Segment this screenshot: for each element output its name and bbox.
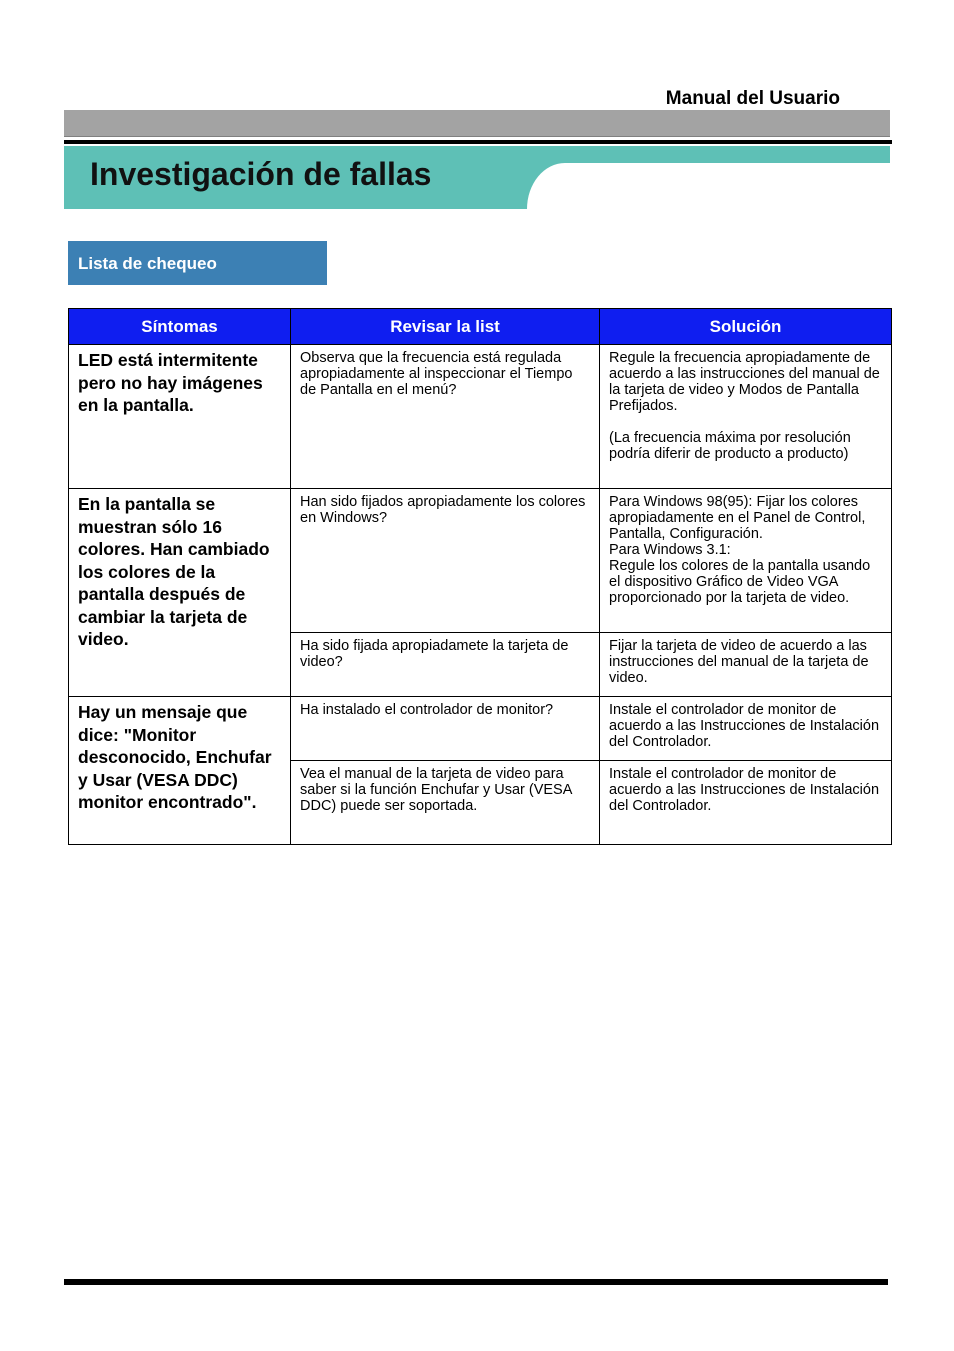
check-cell: Ha sido fijada apropiadamete la tarjeta de video? <box>291 633 600 697</box>
solution-cell <box>600 761 892 845</box>
table-row <box>69 489 892 633</box>
check-cell: Observa que la frecuencia está regulada apropiadamente al inspeccionar el Tiempo de Pantalla en el menú? <box>291 345 600 489</box>
page-title: Investigación de fallas <box>90 156 432 192</box>
column-header-solution: Solución <box>600 309 892 345</box>
section-tab: Lista de chequeo <box>68 241 327 285</box>
symptom-cell: En la pantalla se muestran sólo 16 colores. Han cambiado los colores de la pantalla después de cambiar la tarjeta de video. <box>69 489 291 697</box>
solution-line: Fijar la tarjeta de video de acuerdo a las instrucciones del manual de la tarjeta de video. <box>609 638 869 686</box>
check-cell: Han sido fijados apropiadamente los colores en Windows? <box>291 489 600 633</box>
solution-line: Instale el controlador de monitor de acuerdo a las Instrucciones de Instalación del Controlador. <box>609 702 880 750</box>
header-black-line <box>64 140 892 144</box>
symptom-cell: Hay un mensaje que dice: "Monitor desconocido, Enchufar y Usar (VESA DDC) monitor encontrado". <box>69 697 291 845</box>
header-gray-bar <box>64 110 890 137</box>
table-row <box>69 697 892 761</box>
solution-line: Regule los colores de la pantalla usando el dispositivo Gráfico de Video VGA proporcionado por la tarjeta de video. <box>609 558 871 606</box>
solution-line: Para Windows 3.1: <box>609 542 731 558</box>
solution-cell <box>600 345 892 489</box>
table-header-row <box>69 309 892 345</box>
title-band-curve <box>527 163 565 209</box>
solution-cell <box>600 489 892 633</box>
column-header-symptoms: Síntomas <box>69 309 291 345</box>
checklist-table <box>68 308 892 845</box>
footer-rule <box>64 1279 888 1285</box>
solution-line: (La frecuencia máxima por resolución podría diferir de producto a producto) <box>609 430 851 462</box>
solution-line: Para Windows 98(95): Fijar los colores apropiadamente en el Panel de Control, Pantalla, Configuración. <box>609 494 866 542</box>
manual-title: Manual del Usuario <box>665 88 840 109</box>
solution-cell <box>600 633 892 697</box>
solution-line: Regule la frecuencia apropiadamente de acuerdo a las instrucciones del manual de la tarjeta de video y Modos de Pantalla Prefijados. <box>609 350 880 414</box>
column-header-check: Revisar la list <box>291 309 600 345</box>
check-cell: Ha instalado el controlador de monitor? <box>291 697 600 761</box>
table-row <box>69 345 892 489</box>
solution-line: Instale el controlador de monitor de acuerdo a las Instrucciones de Instalación del Controlador. <box>609 766 880 814</box>
symptom-cell: LED está intermitente pero no hay imágenes en la pantalla. <box>69 345 291 489</box>
solution-gap <box>609 414 883 430</box>
check-cell: Vea el manual de la tarjeta de video para saber si la función Enchufar y Usar (VESA DDC) puede ser soportada. <box>291 761 600 845</box>
solution-cell <box>600 697 892 761</box>
